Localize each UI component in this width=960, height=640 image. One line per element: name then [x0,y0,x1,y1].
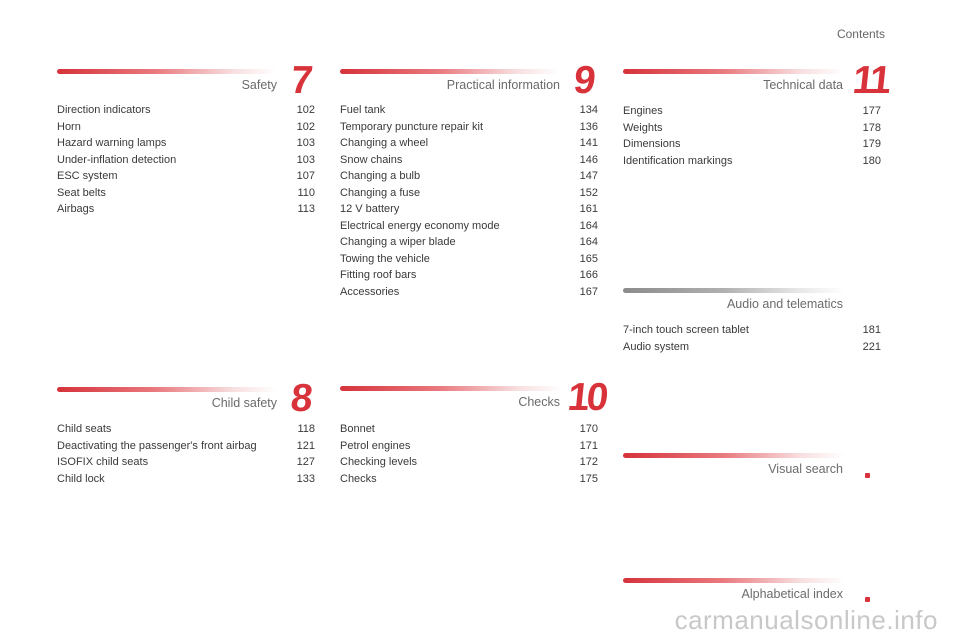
toc-entry[interactable]: Changing a fuse 152 [340,186,598,199]
section-title: Audio and telematics [726,297,843,311]
entry-list [340,421,598,487]
toc-entry[interactable]: Under-inflation detection 103 [57,153,315,166]
section-visual-search[interactable] [623,453,881,483]
section-alphabetical-index[interactable] [623,578,881,608]
section-bar [623,453,845,458]
entry-list [57,102,315,218]
toc-entry[interactable]: Checking levels 172 [340,456,598,468]
toc-entry[interactable]: Horn 102 [57,120,315,133]
toc-entry[interactable]: Electrical energy economy mode 164 [340,219,598,232]
section-number[interactable]: 9 [571,59,595,102]
section-technical-data [623,59,891,179]
section-title: Technical data [763,78,843,92]
section-marker [865,597,870,602]
toc-entry[interactable]: Changing a wheel 141 [340,137,598,149]
section-bar [340,69,560,74]
section-title: Practical information [446,78,560,92]
toc-entry[interactable]: Child lock 133 [57,472,315,485]
toc-entry[interactable]: Dimensions 179 [623,138,881,150]
section-number[interactable]: 10 [565,376,608,419]
section-bar [623,288,845,293]
entry-list [623,103,881,169]
toc-entry[interactable]: Fuel tank 134 [340,104,598,116]
section-checks [340,376,608,496]
section-audio-telematics [623,288,881,358]
toc-entry[interactable]: Identification markings 180 [623,154,881,167]
toc-entry[interactable]: Deactivating the passenger's front airbag 121 [57,439,315,452]
toc-entry[interactable]: Audio system 221 [623,340,881,353]
section-number[interactable]: 8 [288,377,312,420]
toc-entry[interactable]: Snow chains 146 [340,153,598,166]
section-title: Alphabetical index [741,587,843,601]
toc-entry[interactable]: Petrol engines 171 [340,439,598,452]
section-title: Visual search [768,462,843,476]
section-safety [57,59,315,229]
toc-entry[interactable]: Direction indicators 102 [57,104,315,116]
toc-entry[interactable]: Accessories 167 [340,285,598,298]
toc-entry[interactable]: Weights 178 [623,121,881,134]
toc-entry[interactable]: Airbags 113 [57,203,315,215]
page-title: Contents [836,27,885,41]
toc-entry[interactable]: Engines 177 [623,105,881,117]
toc-entry[interactable]: Temporary puncture repair kit 136 [340,120,598,133]
watermark: carmanualsonline.info [674,605,938,635]
toc-entry[interactable]: Bonnet 170 [340,423,598,435]
section-title: Child safety [211,396,277,410]
toc-entry[interactable]: Fitting roof bars 166 [340,269,598,281]
toc-entry[interactable]: Hazard warning lamps 103 [57,137,315,149]
toc-entry[interactable]: 12 V battery 161 [340,203,598,215]
section-title: Checks [518,395,560,409]
section-bar [623,69,845,74]
toc-entry[interactable]: Seat belts 110 [57,186,315,199]
toc-entry[interactable]: Checks 175 [340,472,598,485]
section-title: Safety [241,78,277,92]
entry-list [57,421,315,487]
section-bar [623,578,845,583]
toc-entry[interactable]: Child seats 118 [57,423,315,435]
entry-list [340,102,598,300]
section-number[interactable]: 7 [288,59,312,102]
entry-list [623,322,881,355]
section-bar [57,387,277,392]
toc-entry[interactable]: Changing a bulb 147 [340,170,598,182]
toc-entry[interactable]: 7-inch touch screen tablet 181 [623,324,881,336]
toc-entry[interactable]: Changing a wiper blade 164 [340,236,598,248]
section-child-safety [57,377,315,497]
toc-entry[interactable]: ISOFIX child seats 127 [57,456,315,468]
section-number[interactable]: 11 [850,59,891,102]
section-marker [865,473,870,478]
section-practical-information [340,59,598,309]
toc-entry[interactable]: Towing the vehicle 165 [340,252,598,265]
section-bar [340,386,562,391]
toc-entry[interactable]: ESC system 107 [57,170,315,182]
section-bar [57,69,277,74]
